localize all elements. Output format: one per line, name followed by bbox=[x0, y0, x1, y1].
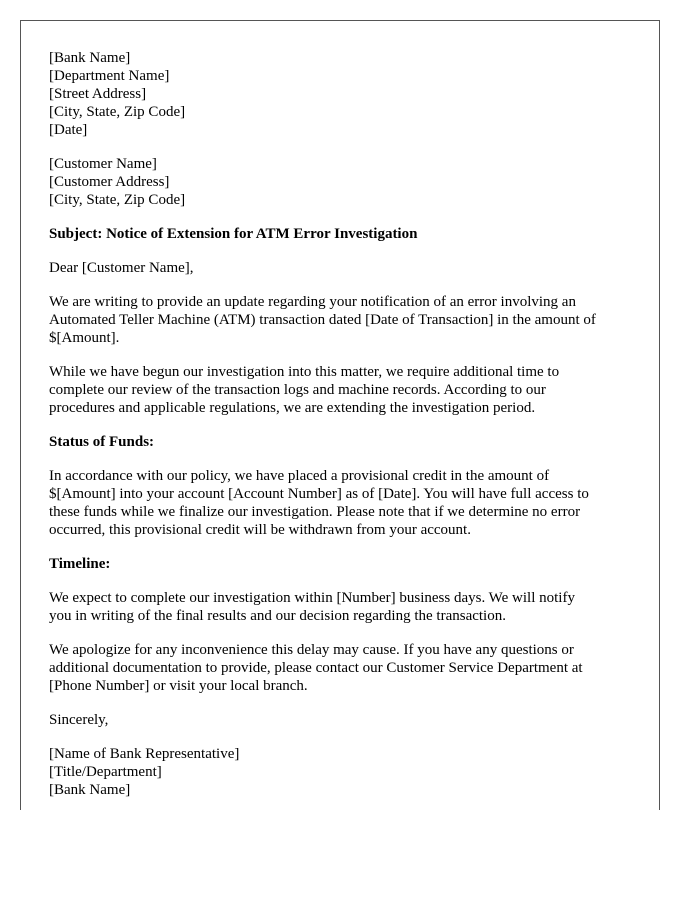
sender-address-block bbox=[49, 49, 639, 139]
letter-page bbox=[20, 20, 660, 810]
paragraph-line: these funds while we finalize our investigation. Please note that if we determine no error bbox=[49, 504, 581, 520]
funds-paragraph bbox=[49, 467, 639, 539]
sender-street: [Street Address] bbox=[49, 86, 147, 102]
paragraph-line: occurred, this provisional credit will be withdrawn from your account. bbox=[49, 522, 471, 538]
paragraph-line: [Phone Number] or visit your local branch. bbox=[49, 678, 308, 694]
sender-bank-name: [Bank Name] bbox=[49, 50, 131, 66]
paragraph-line: additional documentation to provide, please contact our Customer Service Department at bbox=[49, 660, 583, 676]
signature-title: [Title/Department] bbox=[49, 764, 162, 780]
closing: Sincerely, bbox=[49, 712, 109, 728]
letter-body bbox=[49, 49, 639, 799]
recipient-address: [Customer Address] bbox=[49, 174, 170, 190]
signature-block bbox=[49, 745, 639, 799]
paragraph-line: In accordance with our policy, we have placed a provisional credit in the amount of bbox=[49, 468, 550, 484]
paragraph-line: complete our review of the transaction logs and machine records. According to our bbox=[49, 382, 546, 398]
paragraph-line: We apologize for any inconvenience this delay may cause. If you have any questions or bbox=[49, 642, 574, 658]
recipient-address-block bbox=[49, 155, 639, 209]
sender-department: [Department Name] bbox=[49, 68, 170, 84]
signature-name: [Name of Bank Representative] bbox=[49, 746, 240, 762]
timeline-paragraph bbox=[49, 589, 639, 625]
paragraph-line: Automated Teller Machine (ATM) transaction dated [Date of Transaction] in the amount of bbox=[49, 312, 596, 328]
intro-paragraph bbox=[49, 293, 639, 347]
letter-date: [Date] bbox=[49, 122, 88, 138]
paragraph-line: We expect to complete our investigation within [Number] business days. We will notify bbox=[49, 590, 575, 606]
paragraph-line: While we have begun our investigation into this matter, we require additional time to bbox=[49, 364, 560, 380]
paragraph-line: procedures and applicable regulations, we are extending the investigation period. bbox=[49, 400, 536, 416]
recipient-name: [Customer Name] bbox=[49, 156, 157, 172]
extension-paragraph bbox=[49, 363, 639, 417]
paragraph-line: We are writing to provide an update regarding your notification of an error involving an bbox=[49, 294, 576, 310]
paragraph-line: $[Amount] into your account [Account Number] as of [Date]. You will have full access to bbox=[49, 486, 589, 502]
status-of-funds-heading: Status of Funds: bbox=[49, 434, 155, 450]
salutation: Dear [Customer Name], bbox=[49, 260, 194, 276]
sender-city-state-zip: [City, State, Zip Code] bbox=[49, 104, 186, 120]
timeline-heading: Timeline: bbox=[49, 556, 111, 572]
signature-bank: [Bank Name] bbox=[49, 782, 131, 798]
apology-paragraph bbox=[49, 641, 639, 695]
recipient-city-state-zip: [City, State, Zip Code] bbox=[49, 192, 186, 208]
paragraph-line: you in writing of the final results and our decision regarding the transaction. bbox=[49, 608, 506, 624]
subject-line: Subject: Notice of Extension for ATM Error Investigation bbox=[49, 226, 418, 242]
paragraph-line: $[Amount]. bbox=[49, 330, 120, 346]
